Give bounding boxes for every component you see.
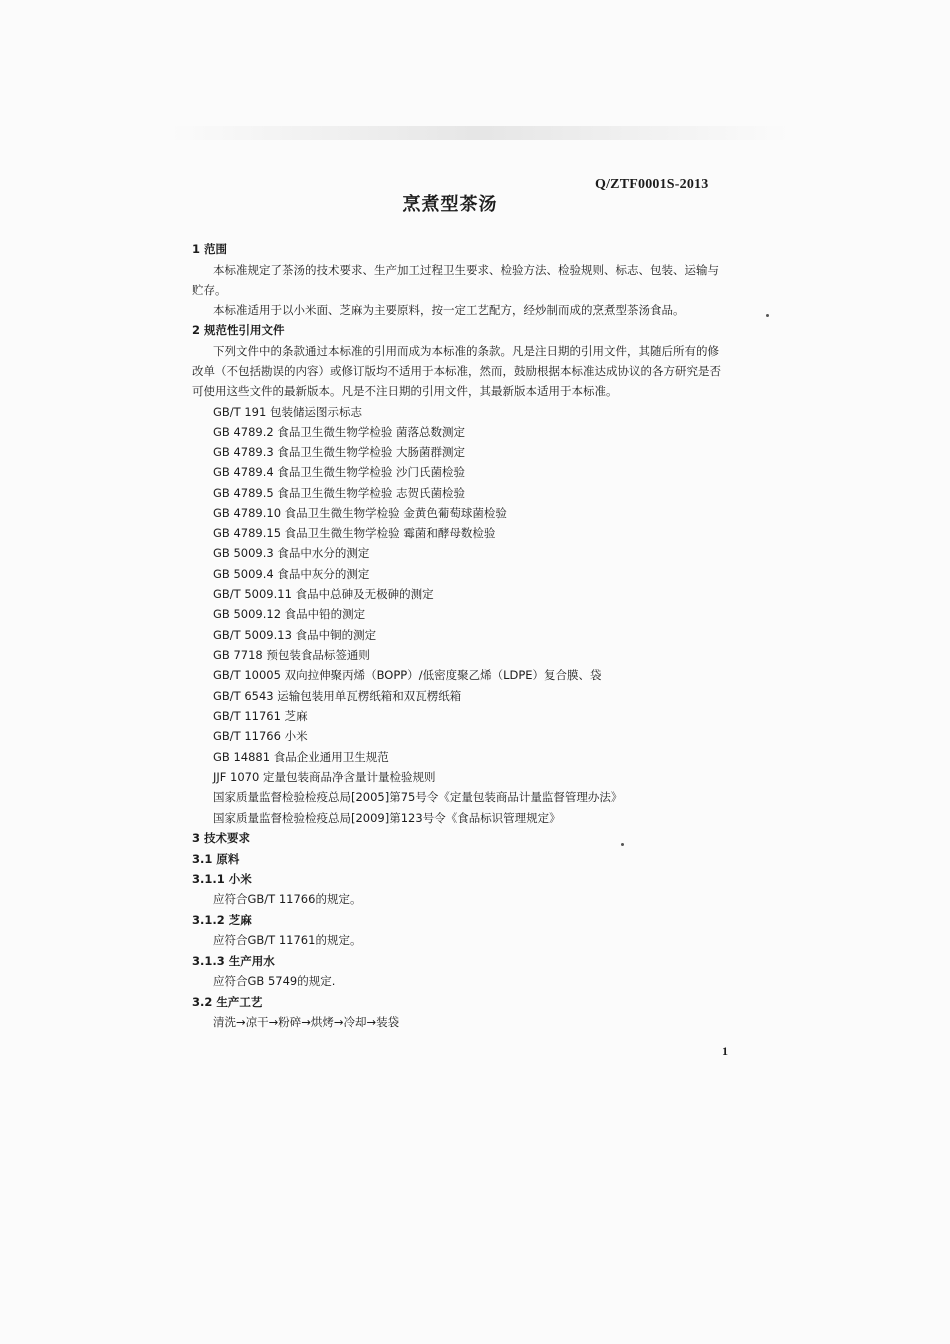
document-title: 烹煮型茶汤 — [402, 194, 498, 215]
section-1-heading: 1 范围 — [192, 242, 228, 256]
reference-item: GB/T 10005 双向拉伸聚丙烯（BOPP）/低密度聚乙烯（LDPE）复合膜、袋 — [213, 668, 602, 682]
section-3-2-text: 清洗→凉干→粉碎→烘烤→冷却→装袋 — [213, 1015, 400, 1029]
section-2-paragraph-line-2: 改单（不包括勘误的内容）或修订版均不适用于本标准，然而，鼓励根据本标准达成协议的各方研究是否 — [192, 364, 721, 378]
reference-item: GB/T 11766 小米 — [213, 729, 308, 743]
section-3-1-3-heading: 3.1.3 生产用水 — [192, 954, 275, 968]
reference-item: GB 5009.3 食品中水分的测定 — [213, 546, 370, 560]
scan-speck — [621, 843, 624, 846]
section-3-1-1-heading: 3.1.1 小米 — [192, 872, 252, 886]
page-number: 1 — [722, 1044, 728, 1058]
section-3-1-heading: 3.1 原料 — [192, 852, 240, 866]
reference-item: GB 5009.4 食品中灰分的测定 — [213, 567, 370, 581]
section-1-paragraph-2: 本标准适用于以小米面、芝麻为主要原料，按一定工艺配方，经炒制而成的烹煮型茶汤食品。 — [213, 303, 685, 317]
reference-item: GB/T 5009.13 食品中铜的测定 — [213, 628, 377, 642]
reference-item: GB 4789.4 食品卫生微生物学检验 沙门氏菌检验 — [213, 465, 466, 479]
reference-item: GB 7718 预包装食品标签通则 — [213, 648, 370, 662]
reference-item: 国家质量监督检验检疫总局[2009]第123号令《食品标识管理规定》 — [213, 811, 561, 825]
standard-code: Q/ZTF0001S-2013 — [595, 177, 709, 192]
reference-item: GB/T 5009.11 食品中总砷及无极砷的测定 — [213, 587, 434, 601]
section-3-2-heading: 3.2 生产工艺 — [192, 995, 263, 1009]
section-3-heading: 3 技术要求 — [192, 831, 251, 845]
section-3-1-1-text: 应符合GB/T 11766的规定。 — [213, 892, 362, 906]
reference-item: GB 4789.2 食品卫生微生物学检验 菌落总数测定 — [213, 425, 466, 439]
section-1-paragraph-1-line-1: 本标准规定了茶汤的技术要求、生产加工过程卫生要求、检验方法、检验规则、标志、包装、运输与 — [213, 263, 719, 277]
reference-item: GB 4789.5 食品卫生微生物学检验 志贺氏菌检验 — [213, 486, 466, 500]
reference-item: GB/T 6543 运输包装用单瓦楞纸箱和双瓦楞纸箱 — [213, 689, 462, 703]
reference-item: GB 4789.10 食品卫生微生物学检验 金黄色葡萄球菌检验 — [213, 506, 507, 520]
reference-item: GB 14881 食品企业通用卫生规范 — [213, 750, 389, 764]
section-2-paragraph-line-3: 可使用这些文件的最新版本。凡是不注日期的引用文件，其最新版本适用于本标准。 — [192, 384, 618, 398]
section-3-1-3-text: 应符合GB 5749的规定. — [213, 974, 336, 988]
reference-item: GB 5009.12 食品中铅的测定 — [213, 607, 366, 621]
section-1-paragraph-1-line-2: 贮存。 — [192, 283, 227, 297]
reference-item: GB 4789.3 食品卫生微生物学检验 大肠菌群测定 — [213, 445, 466, 459]
scan-smudge — [170, 126, 790, 140]
reference-item: JJF 1070 定量包装商品净含量计量检验规则 — [213, 770, 436, 784]
reference-item: GB 4789.15 食品卫生微生物学检验 霉菌和酵母数检验 — [213, 526, 496, 540]
section-3-1-2-text: 应符合GB/T 11761的规定。 — [213, 933, 362, 947]
scan-speck — [766, 314, 769, 317]
reference-item: GB/T 11761 芝麻 — [213, 709, 308, 723]
section-2-heading: 2 规范性引用文件 — [192, 323, 285, 337]
reference-item: GB/T 191 包装储运图示标志 — [213, 405, 362, 419]
section-2-paragraph-line-1: 下列文件中的条款通过本标准的引用而成为本标准的条款。凡是注日期的引用文件，其随后所有的修 — [213, 344, 719, 358]
reference-item: 国家质量监督检验检疫总局[2005]第75号令《定量包装商品计量监督管理办法》 — [213, 790, 623, 804]
section-3-1-2-heading: 3.1.2 芝麻 — [192, 913, 252, 927]
